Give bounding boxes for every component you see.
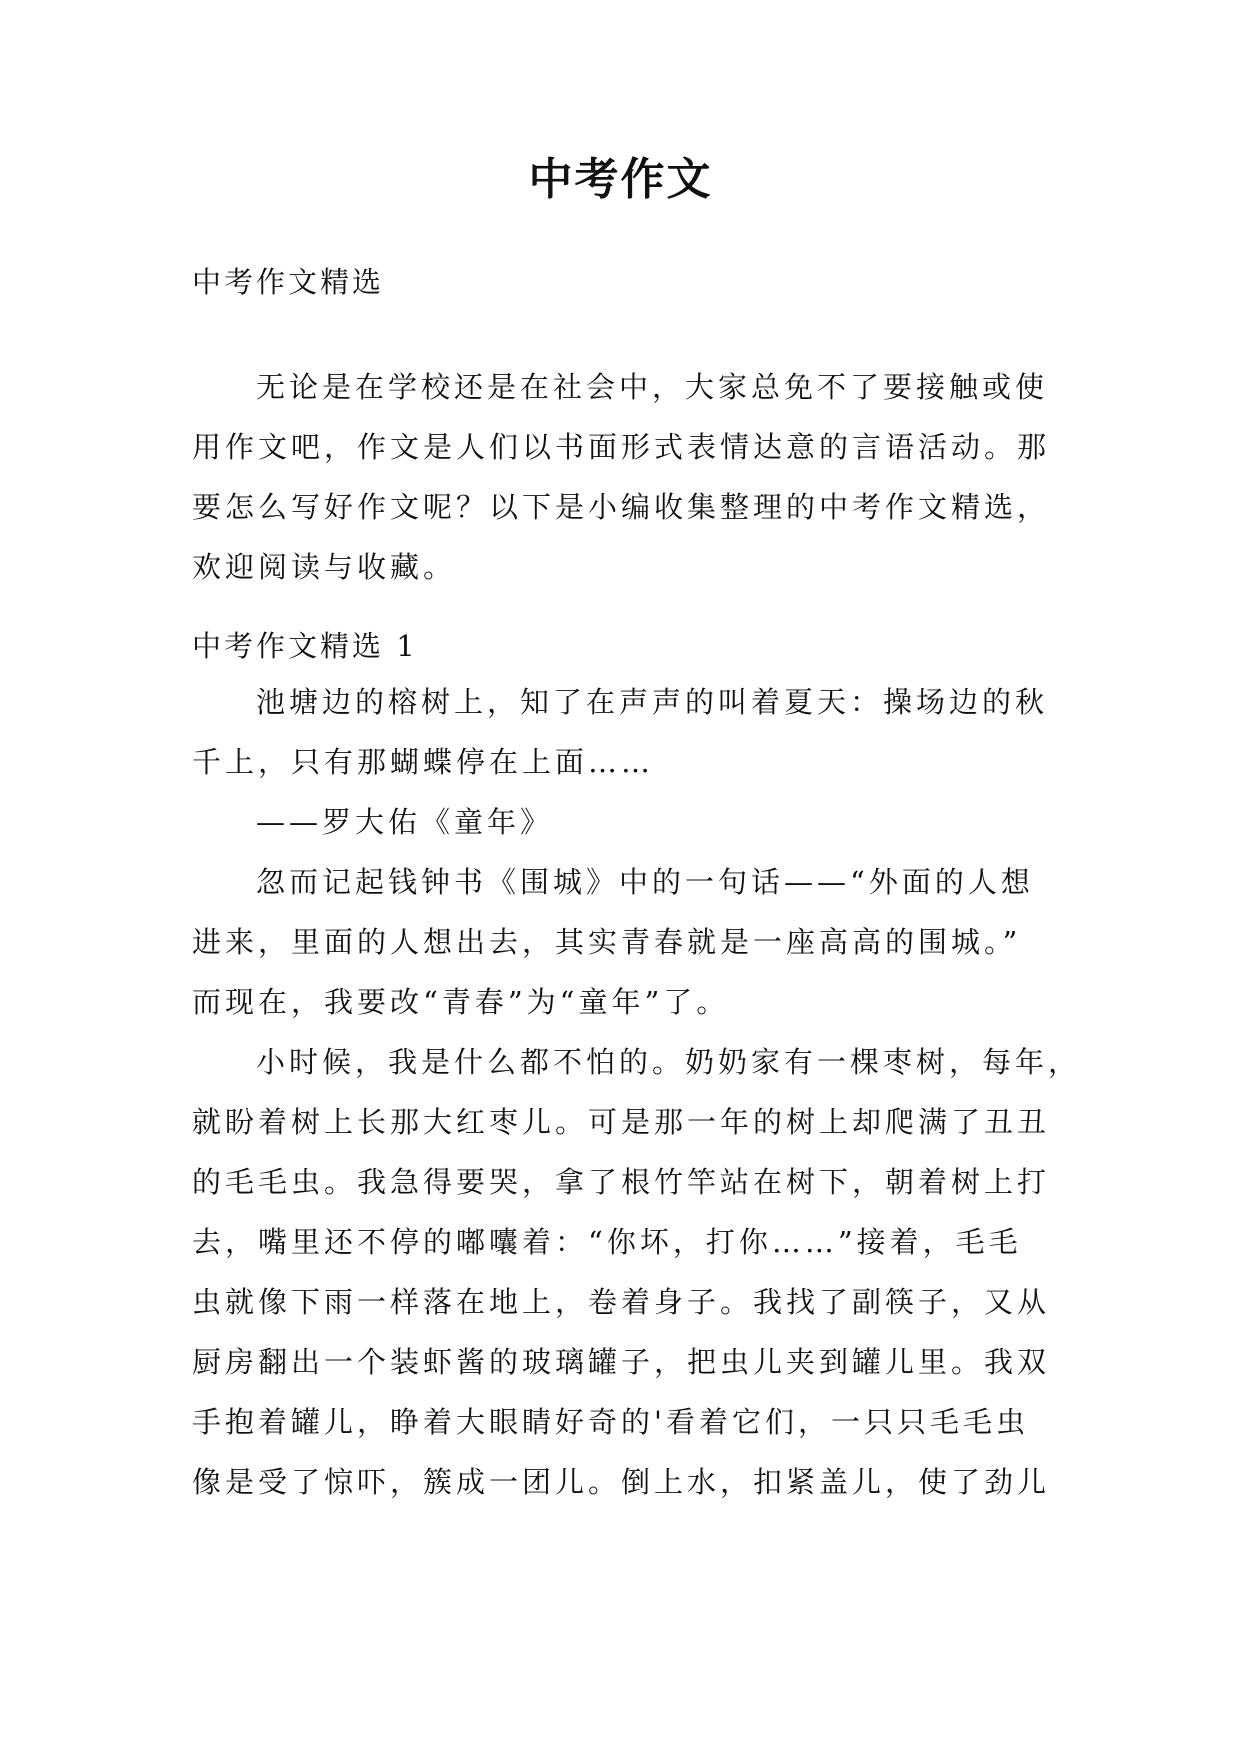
- intro-line: 无论是在学校还是在社会中，大家总免不了要接触或使: [256, 370, 1049, 404]
- section-line: 千上，只有那蝴蝶停在上面……: [192, 745, 655, 779]
- section-line: 像是受了惊吓，簇成一团儿。倒上水，扣紧盖儿，使了劲儿: [192, 1465, 1051, 1499]
- section-line: 虫就像下雨一样落在地上，卷着身子。我找了副筷子，又从: [192, 1285, 1051, 1319]
- section-heading: 中考作文精选 1: [192, 629, 418, 663]
- document-title: 中考作文: [528, 154, 713, 205]
- section-line: 忽而记起钱钟书《围城》中的一句话——“外面的人想: [256, 865, 1034, 899]
- intro-line: 用作文吧，作文是人们以书面形式表情达意的言语活动。那: [192, 430, 1051, 464]
- section-line: 池塘边的榕树上，知了在声声的叫着夏天：操场边的秋: [256, 685, 1049, 719]
- section-line: 的毛毛虫。我急得要哭，拿了根竹竿站在树下，朝着树上打: [192, 1165, 1051, 1199]
- intro-paragraph: [192, 357, 1062, 597]
- section-body: [192, 672, 1082, 1512]
- intro-line: 要怎么写好作文呢？以下是小编收集整理的中考作文精选，: [192, 490, 1051, 524]
- section-line: ——罗大佑《童年》: [256, 805, 554, 839]
- section-line: 厨房翻出一个装虾酱的玻璃罐子，把虫儿夹到罐儿里。我双: [192, 1345, 1051, 1379]
- document-subtitle: 中考作文精选: [192, 265, 385, 299]
- section-line: 而现在，我要改“青春”为“童年”了。: [192, 985, 730, 1019]
- section-line: 进来，里面的人想出去，其实青春就是一座高高的围城。”: [192, 925, 1022, 959]
- section-line: 去，嘴里还不停的嘟囔着：“你坏，打你……”接着，毛毛: [192, 1225, 1022, 1259]
- intro-line: 欢迎阅读与收藏。: [192, 550, 457, 584]
- section-line: 手抱着罐儿，睁着大眼睛好奇的'看着它们，一只只毛毛虫: [192, 1405, 1029, 1439]
- section-line: 小时候，我是什么都不怕的。奶奶家有一棵枣树，每年，: [256, 1045, 1082, 1079]
- section-line: 就盼着树上长那大红枣儿。可是那一年的树上却爬满了丑丑: [192, 1105, 1051, 1139]
